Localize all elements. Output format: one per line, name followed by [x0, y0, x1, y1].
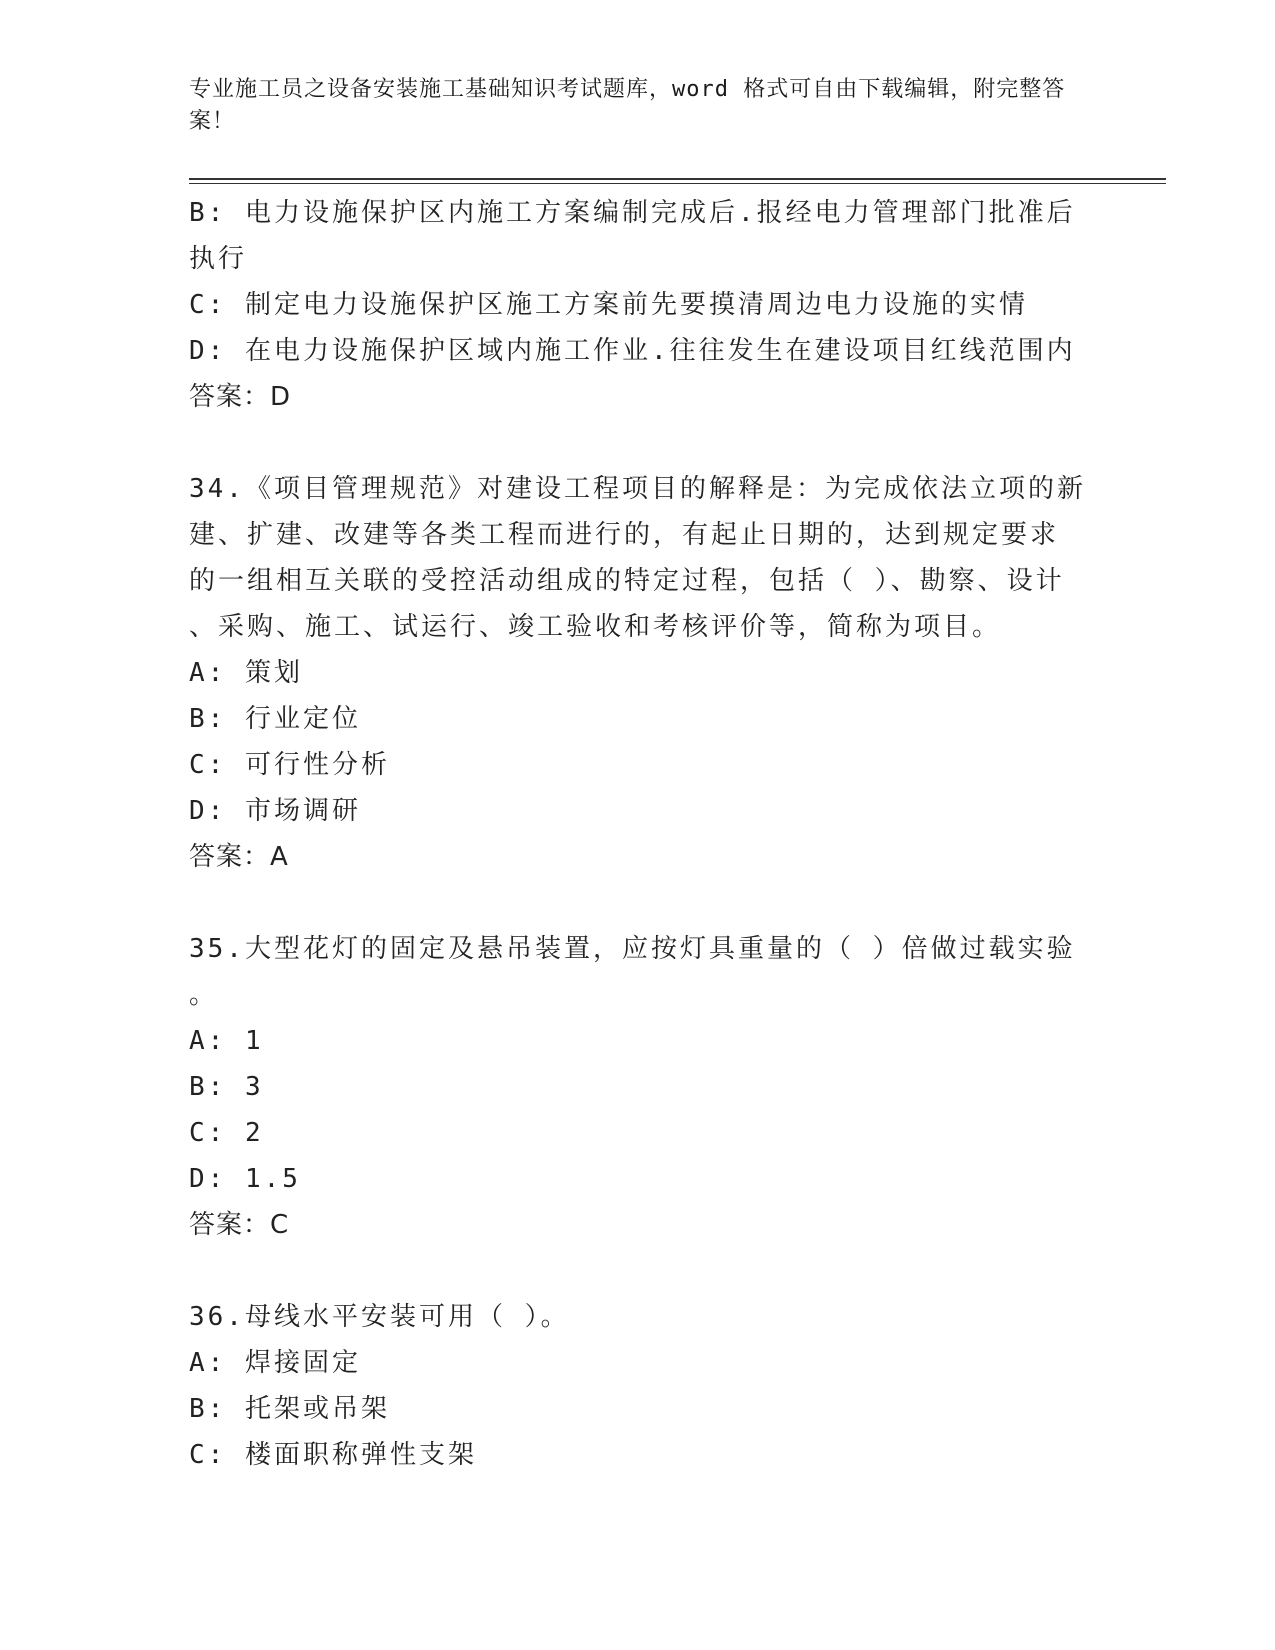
document-header — [189, 74, 1089, 138]
q35-option-b: B: 3 — [189, 1072, 264, 1102]
q34-option-b: B: 行业定位 — [189, 704, 361, 734]
document-title: 专业施工员之设备安装施工基础知识考试题库，word 格式可自由下载编辑，附完整答案！ — [189, 77, 1066, 134]
q35-stem-line: 。 — [189, 980, 219, 1010]
q33-option-d: D: 在电力设施保护区域内施工作业.往往发生在建设项目红线范围内 — [189, 336, 1076, 366]
q34-option-d: D: 市场调研 — [189, 796, 361, 826]
header-divider — [189, 178, 1166, 180]
q35-stem-line: 35.大型花灯的固定及悬吊装置，应按灯具重量的（ ）倍做过载实验 — [189, 934, 1076, 964]
q34-stem-line: 建、扩建、改建等各类工程而进行的，有起止日期的，达到规定要求 — [189, 520, 1060, 550]
q33-option-c: C: 制定电力设施保护区施工方案前先要摸清周边电力设施的实情 — [189, 290, 1028, 320]
question-34 — [189, 466, 1089, 880]
question-33-continuation — [189, 190, 1089, 420]
q33-option-b: B: 电力设施保护区内施工方案编制完成后.报经电力管理部门批准后 — [189, 198, 1076, 228]
q36-option-b: B: 托架或吊架 — [189, 1394, 390, 1424]
question-36 — [189, 1294, 1089, 1478]
q34-option-a: A: 策划 — [189, 658, 303, 688]
spacer — [189, 1248, 1089, 1294]
q34-stem-line: 、采购、施工、试运行、竣工验收和考核评价等，简称为项目。 — [189, 612, 1002, 642]
q33-option-b-cont: 执行 — [189, 244, 248, 274]
q34-stem-line: 34.《项目管理规范》对建设工程项目的解释是：为完成依法立项的新 — [189, 474, 1086, 504]
question-content — [189, 190, 1089, 1478]
spacer — [189, 420, 1089, 466]
q35-option-a: A: 1 — [189, 1026, 264, 1056]
q34-option-c: C: 可行性分析 — [189, 750, 390, 780]
q34-stem-line: 的一组相互关联的受控活动组成的特定过程，包括（ ）、勘察、设计 — [189, 566, 1065, 596]
q35-answer: 答案：C — [189, 1210, 290, 1240]
q36-option-c: C: 楼面职称弹性支架 — [189, 1440, 477, 1470]
question-35 — [189, 926, 1089, 1248]
q36-option-a: A: 焊接固定 — [189, 1348, 361, 1378]
q35-option-d: D: 1.5 — [189, 1164, 301, 1194]
q36-stem-line: 36.母线水平安装可用（ ）。 — [189, 1302, 570, 1332]
q34-answer: 答案：A — [189, 842, 289, 872]
q35-option-c: C: 2 — [189, 1118, 264, 1148]
q33-answer: 答案：D — [189, 382, 292, 412]
spacer — [189, 880, 1089, 926]
